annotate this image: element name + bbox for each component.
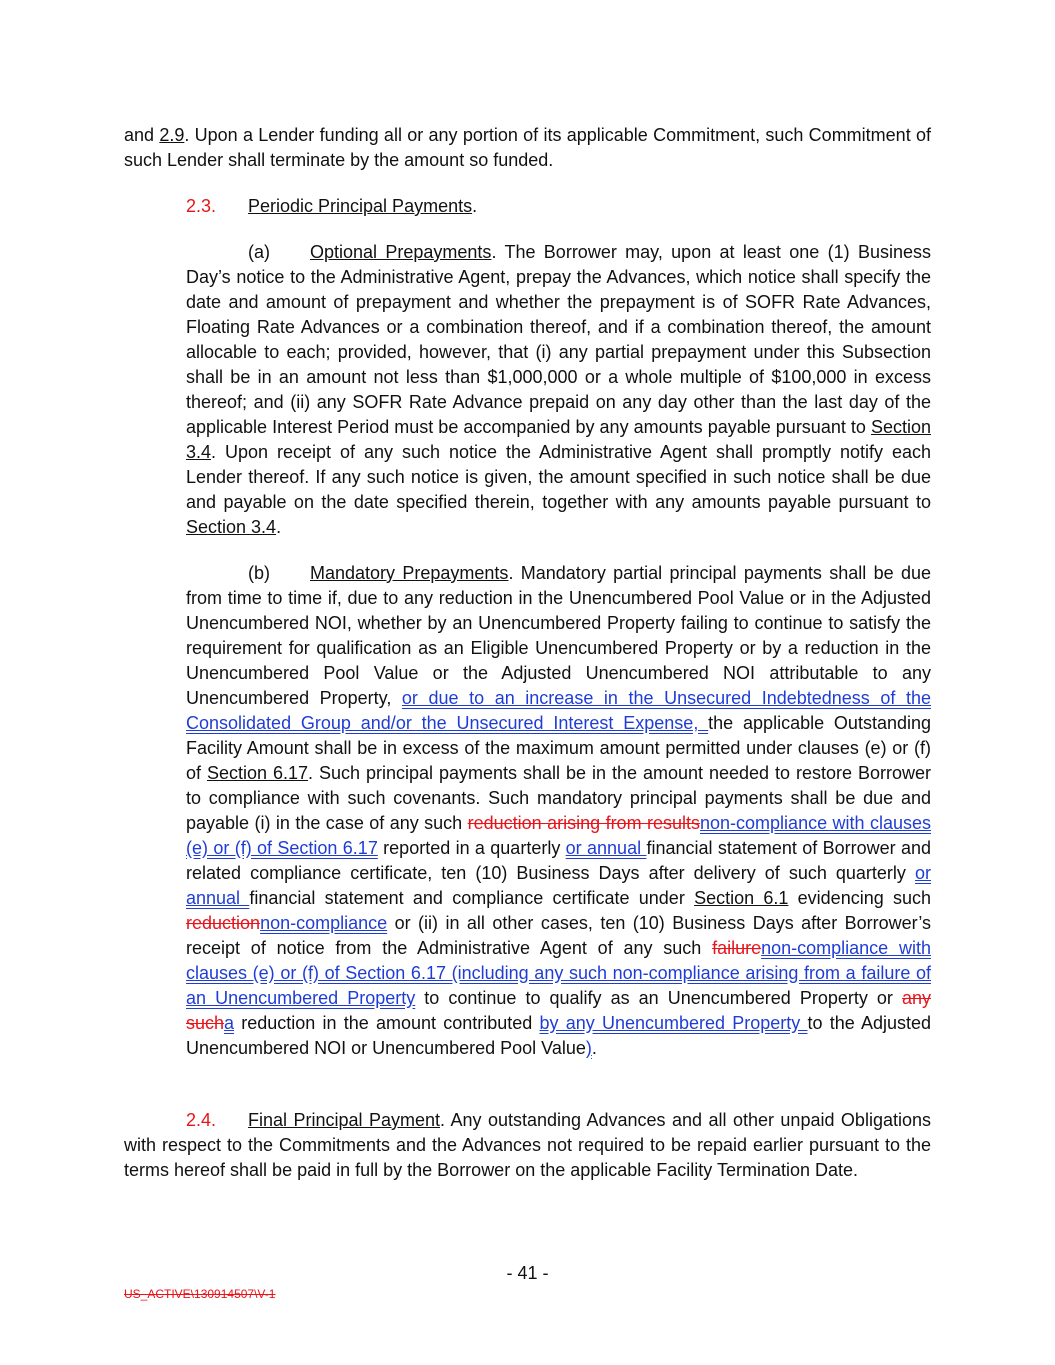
page-number: - 41 - (506, 1263, 549, 1283)
continuation-paragraph: and 2.9. Upon a Lender funding all or any portion of its applicable Commitment, such Commitment of such Lender shall terminate by the amount so funded. (124, 125, 931, 170)
inserted-text: ) (585, 1038, 592, 1058)
section-2-3-heading: 2.3. Periodic Principal Payments. (186, 194, 931, 219)
section-title: Final Principal Payment (248, 1110, 440, 1130)
section-number: 2.4. (186, 1110, 217, 1130)
section-number: 2.3. (186, 196, 217, 216)
deleted-text: reduction arising from results (467, 813, 701, 833)
inserted-text: or due to an increase in the Unsecured Indebtedness of the Consolidated Group and/or the Unsecured Interest Expense, (186, 688, 931, 733)
inserted-text: by any Unencumbered Property (539, 1013, 808, 1033)
deleted-text: reduction (186, 913, 261, 933)
deleted-text: failure (712, 938, 762, 958)
section-ref: Section 6.1 (694, 888, 789, 908)
section-ref: Section 3.4 (186, 517, 277, 537)
subsection-title: Optional Prepayments (310, 242, 492, 262)
subsection-title: Mandatory Prepayments (310, 563, 509, 583)
subsection-a-optional-prepayments: (a) Optional Prepayments. The Borrower may, upon at least one (1) Business Day’s notice to the Administrative Agent, prepay the Advances, which notice shall specify the date and amount of prepayment and whether the prepayment is of SOFR Rate Advances, Floating Rate Advances or a combination thereof, and if a combination thereof, the amount allocable to each; provided, however, that (i) any partial prepayment under this Subsection shall be in an amount not less than $1,000,000 or a whole multiple of $100,000 in excess thereof; and (ii) any SOFR Rate Advance prepaid on any day other than the last day of the applicable Interest Period must be accompanied by any amounts payable pursuant to Section 3.4. Upon receipt of any such notice the Administrative Agent shall promptly notify each Lender thereof. If any such notice is given, the amount specified in such notice shall be due and payable on the date specified therein, together with any amounts payable pursuant to Section 3.4. (186, 242, 931, 537)
inserted-text: or annual (565, 838, 647, 858)
document-id: US_ACTIVE\130914507\V-1 (124, 1287, 276, 1301)
deleted-text: any such (186, 988, 932, 1033)
section-ref: Section 6.17 (206, 763, 309, 783)
section-ref-2-9: 2.9 (159, 125, 185, 145)
section-ref: Section 3.4 (186, 417, 931, 462)
section-2-4-final-principal-payment: 2.4. Final Principal Payment. Any outstanding Advances and all other unpaid Obligations with respect to the Commitments and the Advances not required to be repaid earlier pursuant to the terms hereof shall be paid in full by the Borrower on the applicable Facility Termination Date. (124, 1110, 931, 1180)
inserted-text: a (224, 1013, 235, 1033)
subsection-b-mandatory-prepayments: (b) Mandatory Prepayments. Mandatory partial principal payments shall be due from time to time if, due to any reduction in the Unencumbered Pool Value or in the Adjusted Unencumbered NOI, whether by an Unencumbered Property failing to continue to satisfy the requirement for qualification as an Eligible Unencumbered Property or by a reduction in the Unencumbered Pool Value or the Adjusted Unencumbered NOI attributable to any Unencumbered Property, or due to an increase in the Unsecured Indebtedness of the Consolidated Group and/or the Unsecured Interest Expense, the applicable Outstanding Facility Amount shall be in excess of the maximum amount permitted under clauses (e) or (f) of Section 6.17. Such principal payments shall be in the amount needed to restore Borrower to compliance with such covenants. Such mandatory principal payments shall be due and payable (i) in the case of any such reduction arising from resultsnon-compliance with clauses (e) or (f) of Section 6.17 reported in a quarterly or annual financial statement of Borrower and related compliance certificate, ten (10) Business Days after delivery of such quarterly or annual financial statement and compliance certificate under Section 6.1 evidencing such reductionnon-compliance or (ii) in all other cases, ten (10) Business Days after Borrower’s receipt of notice from the Administrative Agent of any such failurenon-compliance with clauses (e) or (f) of Section 6.17 (including any such non-compliance arising from a failure of an Unencumbered Property to continue to qualify as an Unencumbered Property or any sucha reduction in the amount contributed by any Unencumbered Property to the Adjusted Unencumbered NOI or Unencumbered Pool Value). (186, 563, 932, 1058)
inserted-text: non-compliance with clauses (e) or (f) of Section 6.17 (including any such non-compliance arising from a failure of an Unencumbered Property (186, 938, 931, 1008)
inserted-text: or annual (186, 863, 931, 908)
subsection-label: (b) (248, 563, 270, 583)
subsection-label: (a) (248, 242, 270, 262)
inserted-text: non-compliance with clauses (e) or (f) of Section 6.17 (186, 813, 931, 858)
section-title: Periodic Principal Payments (248, 196, 473, 216)
inserted-text: non-compliance (260, 913, 388, 933)
